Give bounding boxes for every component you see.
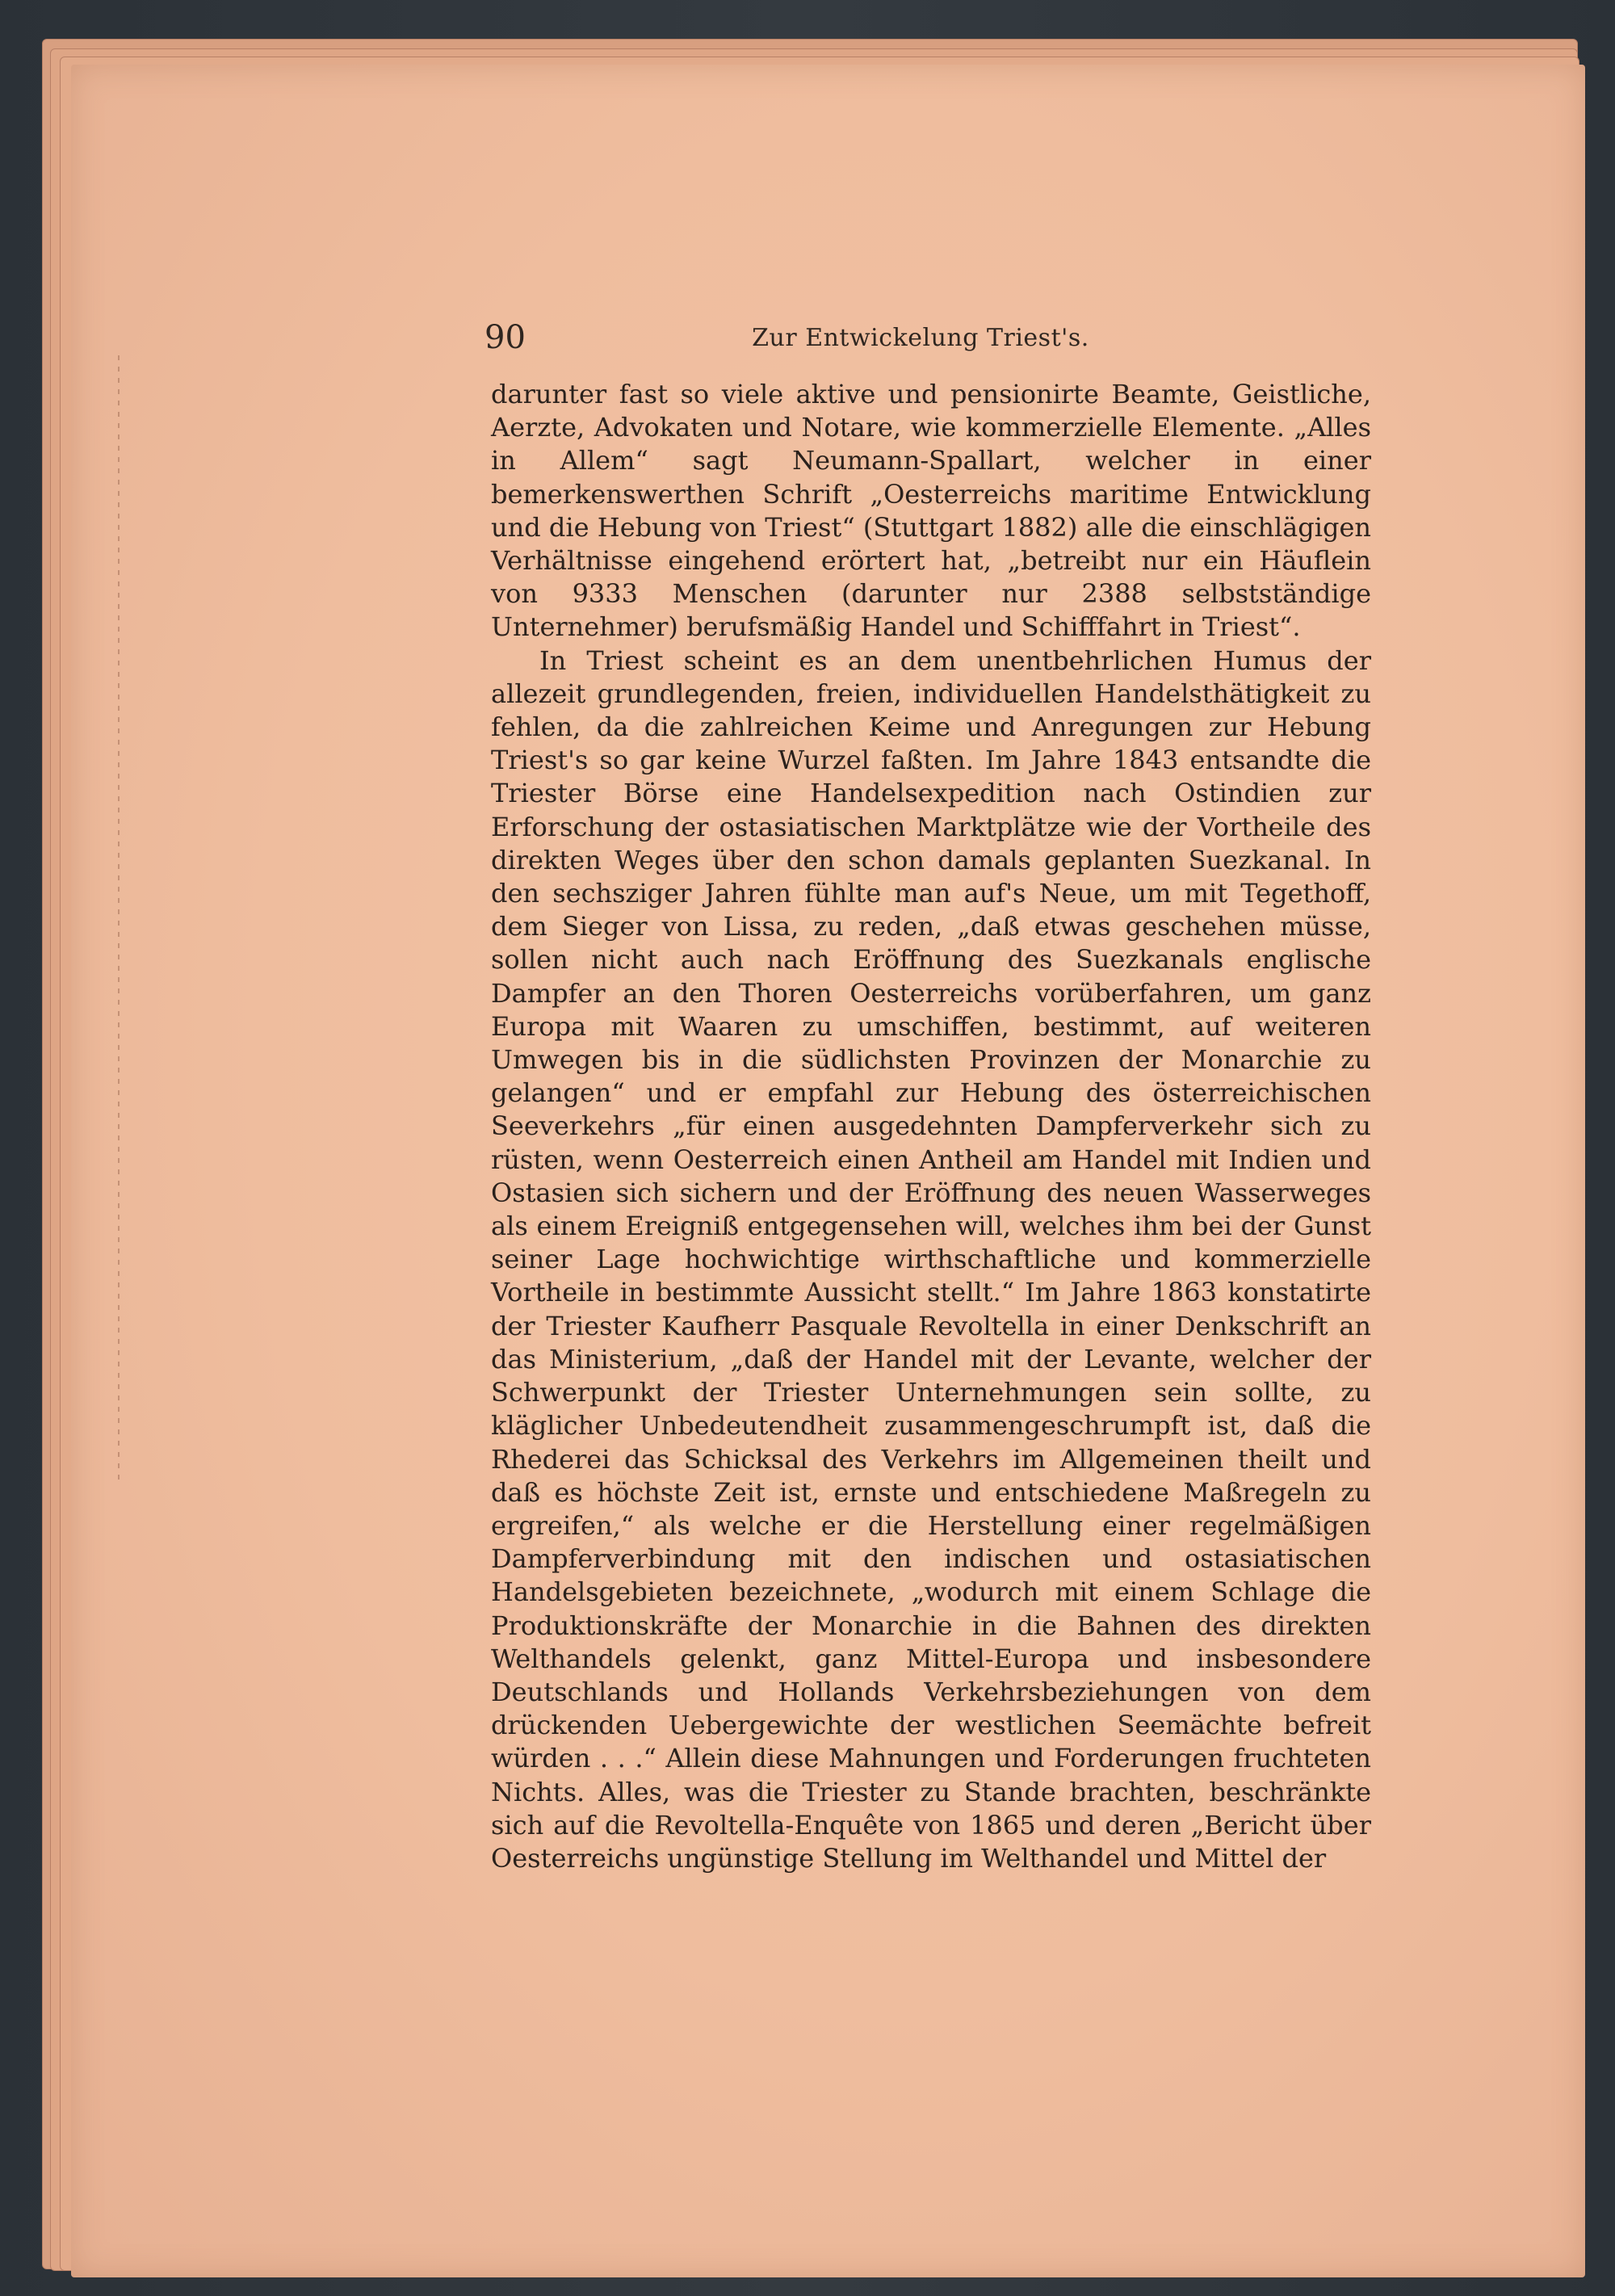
running-title: Zur Entwickelung Triest's. bbox=[752, 324, 1089, 352]
page-number: 90 bbox=[484, 319, 526, 356]
page-header bbox=[484, 319, 1389, 367]
paragraph-1: darunter fast so viele aktive und pensionirte Beamte, Geistliche, Aerzte, Advokaten und Notare, wie kommerzielle Elemente. „Alles in Allem“ sagt Neumann-Spallart, welcher in einer bemerkenswerthen Schrift „Oesterreichs maritime Entwicklung und die Hebung von Triest“ (Stuttgart 1882) alle die einschlägigen Verhältnisse eingehend erörtert hat, „betreibt nur ein Häuflein von 9333 Menschen (darunter nur 2388 selbstständige Unternehmer) berufsmäßig Handel und Schifffahrt in Triest“. bbox=[491, 379, 1371, 643]
body-text bbox=[491, 378, 1371, 1875]
spine-margin-marks bbox=[118, 355, 120, 1486]
paragraph-2: In Triest scheint es an dem unentbehrlichen Humus der allezeit grundlegenden, freien, individuellen Handelsthätigkeit zu fehlen, da die zahlreichen Keime und Anregungen zur Hebung Triest's so gar keine Wurzel faßten. Im Jahre 1843 entsandte die Triester Börse eine Handelsexpedition nach Ostindien zur Erforschung der ostasiatischen Marktplätze wie der Vortheile des direkten Weges über den schon damals geplanten Suezkanal. In den sechsziger Jahren fühlte man auf's Neue, um mit Tegethoff, dem Sieger von Lissa, zu reden, „daß etwas geschehen müsse, sollen nicht auch nach Eröffnung des Suezkanals englische Dampfer an den Thoren Oesterreichs vorüberfahren, um ganz Europa mit Waaren zu umschiffen, bestimmt, auf weiteren Umwegen bis in die südlichsten Provinzen der Monarchie zu gelangen“ und er empfahl zur Hebung des österreichischen Seeverkehrs „für einen ausgedehnten Dampferverkehr sich zu rüsten, wenn Oesterreich einen Antheil am Handel mit Indien und Ostasien sich sichern und der Eröffnung des neuen Wasserweges als einem Ereigniß entgegensehen will, welches ihm bei der Gunst seiner Lage hochwichtige wirthschaftliche und kommerzielle Vortheile in bestimmte Aussicht stellt.“ Im Jahre 1863 konstatirte der Triester Kaufherr Pasquale Revoltella in einer Denkschrift an das Ministerium, „daß der Handel mit der Levante, welcher der Schwerpunkt der Triester Unternehmungen sein sollte, zu kläglicher Unbedeutendheit zusammengeschrumpft ist, daß die Rhederei das Schicksal des Verkehrs im Allgemeinen theilt und daß es höchste Zeit ist, ernste und entschiedene Maßregeln zu ergreifen,“ als welche er die Herstellung einer regelmäßigen Dampferverbindung mit den indischen und ostasiatischen Handelsgebieten bezeichnete, „wodurch mit einem Schlage die Produktionskräfte der Monarchie in die Bahnen des direkten Welthandels gelenkt, ganz Mittel-Europa und insbesondere Deutschlands und Hollands Verkehrsbeziehungen von dem drückenden Uebergewichte der westlichen Seemächte befreit würden . . .“ Allein diese Mahnungen und Forderungen fruchteten Nichts. Alles, was die Triester zu Stande brachten, beschränkte sich auf die Revoltella-Enquête von 1865 und deren „Bericht über Oesterreichs ungünstige Stellung im Welthandel und Mittel der bbox=[491, 644, 1371, 1874]
